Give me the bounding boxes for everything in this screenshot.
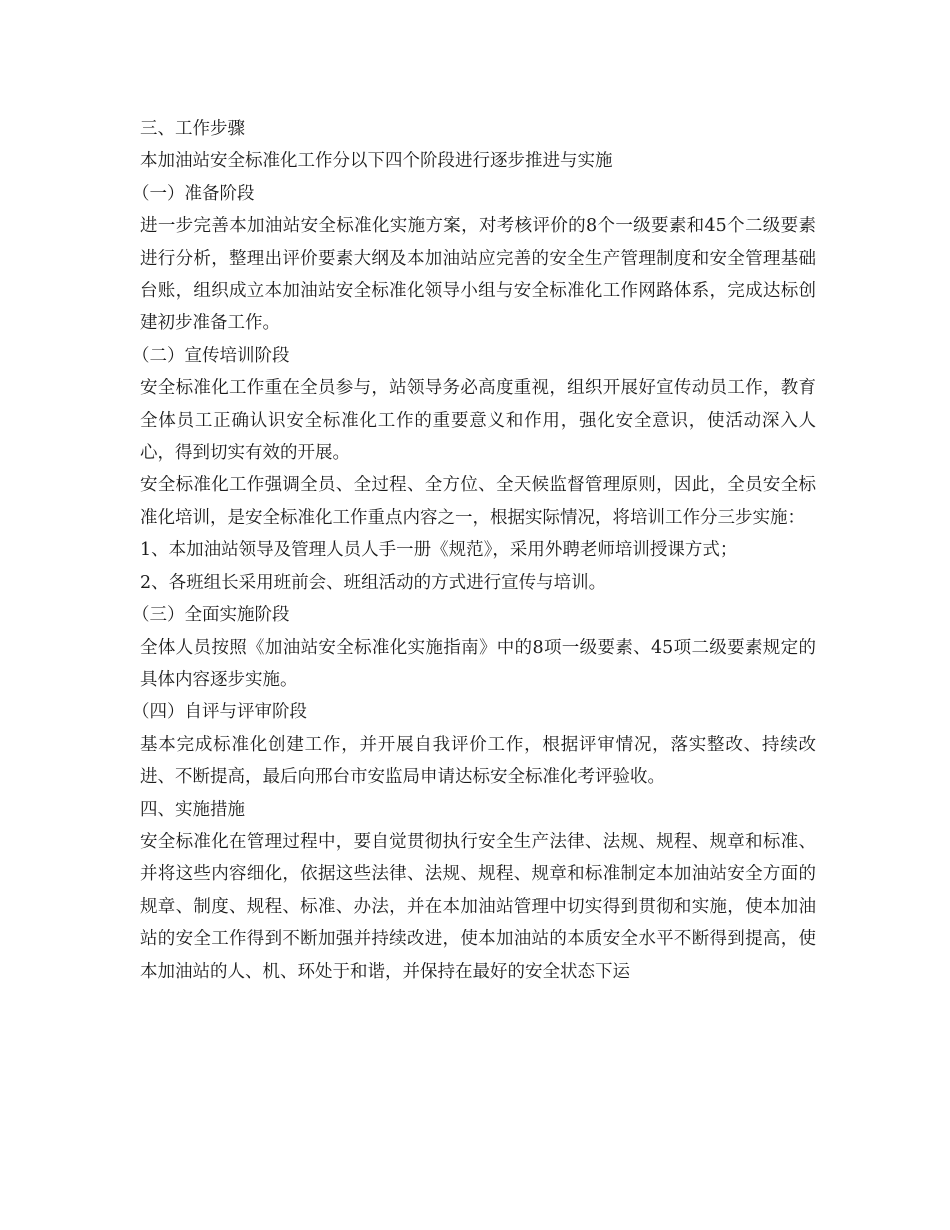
section-heading-measures: 四、实施措施 <box>140 799 245 820</box>
paragraph-intro: 本加油站安全标准化工作分以下四个阶段进行逐步推进与实施 <box>140 151 613 172</box>
document-body <box>132 113 816 988</box>
paragraph-preparation: 进一步完善本加油站安全标准化实施方案，对考核评价的8个一级要素和45个二级要素进行分析，整理出评价要素大纲及本加油站应完善的安全生产管理制度和安全管理基础台账，组织成立本加油站安全标准化领导小组与安全标准化工作网路体系，完成达标创建初步准备工作。 <box>140 216 816 334</box>
paragraph-training-2: 安全标准化工作强调全员、全过程、全方位、全天候监督管理原则，因此，全员安全标准化培训，是安全标准化工作重点内容之一，根据实际情况，将培训工作分三步实施： <box>140 475 816 528</box>
section-heading-work-steps: 三、工作步骤 <box>140 119 245 139</box>
paragraph-measures: 安全标准化在管理过程中，要自觉贯彻执行安全生产法律、法规、规程、规章和标准、并将这些内容细化，依据这些法律、法规、规程、规章和标准制定本加油站安全方面的规章、制度、规程、标准、办法，并在本加油站管理中切实得到贯彻和实施，使本加油站的安全工作得到不断加强并持续改进，使本加油站的本质安全水平不断得到提高，使本加油站的人、机、环处于和谐，并保持在最好的安全状态下运 <box>140 831 816 982</box>
subheading-implementation-stage: （三）全面实施阶段 <box>132 605 290 626</box>
paragraph-training-1: 安全标准化工作重在全员参与，站领导务必高度重视，组织开展好宣传动员工作，教育全体员工正确认识安全标准化工作的重要意义和作用，强化安全意识，使活动深入人心，得到切实有效的开展。 <box>140 378 816 464</box>
paragraph-implementation: 全体人员按照《加油站安全标准化实施指南》中的8项一级要素、45项二级要素规定的具体内容逐步实施。 <box>140 637 816 690</box>
subheading-training-stage: （二）宣传培训阶段 <box>132 345 290 366</box>
list-item-step-1: 1、本加油站领导及管理人员人手一册《规范》，采用外聘老师培训授课方式； <box>140 540 738 561</box>
paragraph-review: 基本完成标准化创建工作，并开展自我评价工作，根据评审情况，落实整改、持续改进、不断提高，最后向邢台市安监局申请达标安全标准化考评验收。 <box>140 734 816 788</box>
subheading-preparation-stage: （一）准备阶段 <box>132 183 255 204</box>
list-item-step-2: 2、各班组长采用班前会、班组活动的方式进行宣传与培训。 <box>140 572 607 593</box>
subheading-review-stage: （四）自评与评审阶段 <box>132 702 307 723</box>
